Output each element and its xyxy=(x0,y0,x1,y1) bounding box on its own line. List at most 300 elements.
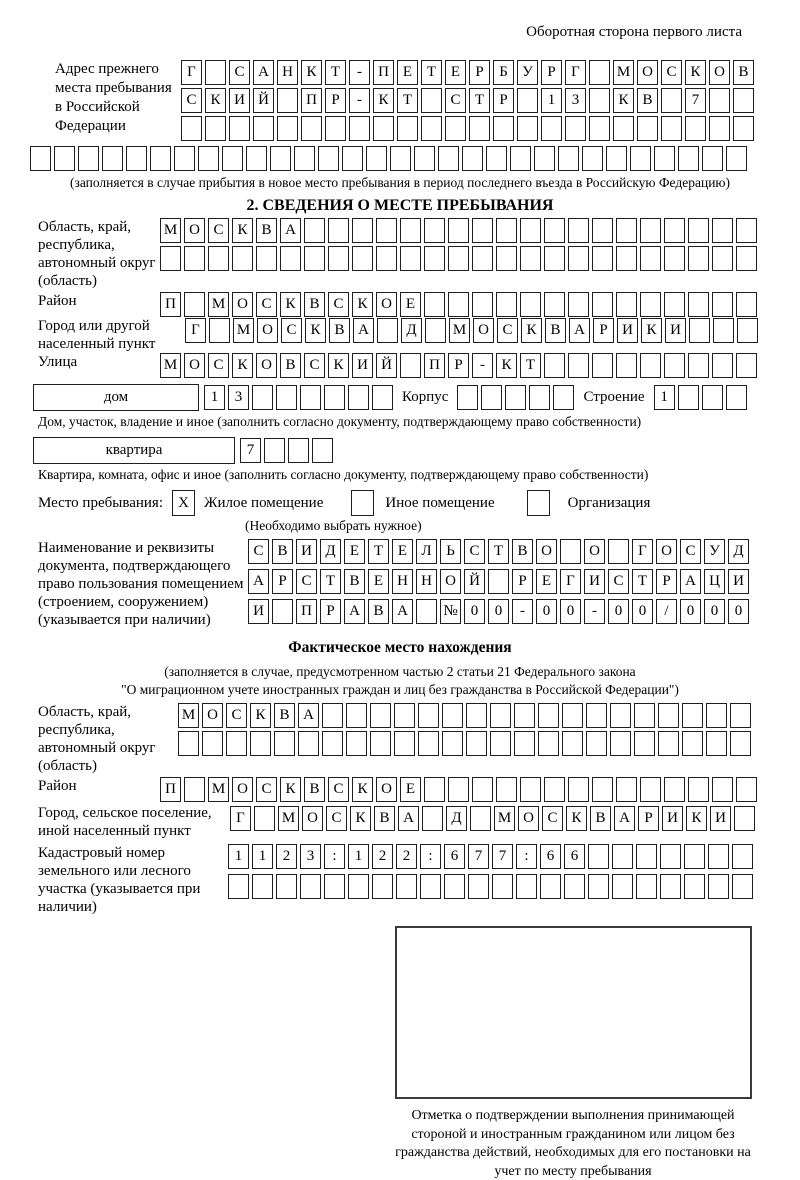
char-cell[interactable] xyxy=(490,703,511,728)
char-cell[interactable]: К xyxy=(686,806,707,831)
char-cell[interactable]: К xyxy=(350,806,371,831)
char-cell[interactable] xyxy=(516,874,537,899)
char-cell[interactable] xyxy=(328,246,349,271)
char-cell[interactable] xyxy=(481,385,502,410)
char-cell[interactable] xyxy=(541,116,562,141)
char-cell[interactable]: С xyxy=(608,569,629,594)
char-cell[interactable] xyxy=(565,116,586,141)
char-cell[interactable] xyxy=(568,777,589,802)
char-cell[interactable]: А xyxy=(398,806,419,831)
char-cell[interactable] xyxy=(252,385,273,410)
char-cell[interactable] xyxy=(78,146,99,171)
char-cell[interactable]: Т xyxy=(469,88,490,113)
char-cell[interactable] xyxy=(205,116,226,141)
char-cell[interactable] xyxy=(588,844,609,869)
char-cell[interactable] xyxy=(608,539,629,564)
char-cell[interactable] xyxy=(712,353,733,378)
char-cell[interactable] xyxy=(288,438,309,463)
char-cell[interactable]: Г xyxy=(230,806,251,831)
char-cell[interactable]: Т xyxy=(368,539,389,564)
char-cell[interactable]: 2 xyxy=(372,844,393,869)
char-cell[interactable] xyxy=(209,318,230,343)
char-cell[interactable] xyxy=(730,703,751,728)
char-cell[interactable] xyxy=(280,246,301,271)
char-cell[interactable] xyxy=(737,318,758,343)
char-cell[interactable]: И xyxy=(662,806,683,831)
char-cell[interactable] xyxy=(616,218,637,243)
char-cell[interactable]: А xyxy=(353,318,374,343)
char-cell[interactable] xyxy=(376,246,397,271)
char-cell[interactable]: В xyxy=(329,318,350,343)
char-cell[interactable]: Й xyxy=(253,88,274,113)
char-cell[interactable]: К xyxy=(250,703,271,728)
char-cell[interactable] xyxy=(640,353,661,378)
char-cell[interactable] xyxy=(520,777,541,802)
char-cell[interactable] xyxy=(457,385,478,410)
char-cell[interactable] xyxy=(472,292,493,317)
char-cell[interactable]: М xyxy=(160,353,181,378)
char-cell[interactable] xyxy=(592,292,613,317)
char-cell[interactable] xyxy=(414,146,435,171)
char-cell[interactable] xyxy=(126,146,147,171)
char-cell[interactable]: А xyxy=(614,806,635,831)
char-cell[interactable]: А xyxy=(392,599,413,624)
char-cell[interactable] xyxy=(312,438,333,463)
char-cell[interactable] xyxy=(664,292,685,317)
char-cell[interactable] xyxy=(520,218,541,243)
char-cell[interactable]: - xyxy=(512,599,533,624)
char-cell[interactable]: 0 xyxy=(680,599,701,624)
char-cell[interactable]: С xyxy=(256,777,277,802)
char-cell[interactable]: И xyxy=(584,569,605,594)
char-cell[interactable] xyxy=(612,844,633,869)
char-cell[interactable]: Г xyxy=(632,539,653,564)
char-cell[interactable] xyxy=(684,844,705,869)
char-cell[interactable] xyxy=(684,874,705,899)
char-cell[interactable] xyxy=(736,218,757,243)
char-cell[interactable]: П xyxy=(424,353,445,378)
char-cell[interactable] xyxy=(418,703,439,728)
char-cell[interactable] xyxy=(208,246,229,271)
char-cell[interactable] xyxy=(252,874,273,899)
char-cell[interactable] xyxy=(736,353,757,378)
char-cell[interactable]: С xyxy=(208,353,229,378)
char-cell[interactable] xyxy=(469,116,490,141)
char-cell[interactable] xyxy=(534,146,555,171)
char-cell[interactable] xyxy=(304,218,325,243)
char-cell[interactable]: С xyxy=(661,60,682,85)
char-cell[interactable] xyxy=(470,806,491,831)
char-cell[interactable]: И xyxy=(296,539,317,564)
char-cell[interactable] xyxy=(688,292,709,317)
char-cell[interactable]: Е xyxy=(445,60,466,85)
char-cell[interactable] xyxy=(394,731,415,756)
char-cell[interactable] xyxy=(178,731,199,756)
char-cell[interactable] xyxy=(370,731,391,756)
char-cell[interactable] xyxy=(514,703,535,728)
char-cell[interactable] xyxy=(538,703,559,728)
char-cell[interactable]: Т xyxy=(488,539,509,564)
char-cell[interactable] xyxy=(462,146,483,171)
char-cell[interactable]: С xyxy=(328,777,349,802)
char-cell[interactable] xyxy=(732,844,753,869)
char-cell[interactable]: С xyxy=(226,703,247,728)
char-cell[interactable]: В xyxy=(374,806,395,831)
char-cell[interactable] xyxy=(688,353,709,378)
char-cell[interactable] xyxy=(586,703,607,728)
char-cell[interactable] xyxy=(517,116,538,141)
char-cell[interactable]: М xyxy=(233,318,254,343)
char-cell[interactable]: 0 xyxy=(704,599,725,624)
char-cell[interactable]: К xyxy=(328,353,349,378)
char-cell[interactable]: - xyxy=(349,60,370,85)
char-cell[interactable] xyxy=(318,146,339,171)
char-cell[interactable] xyxy=(568,218,589,243)
char-cell[interactable] xyxy=(324,385,345,410)
char-cell[interactable]: 3 xyxy=(300,844,321,869)
char-cell[interactable] xyxy=(640,246,661,271)
char-cell[interactable] xyxy=(688,777,709,802)
char-cell[interactable]: О xyxy=(709,60,730,85)
char-cell[interactable]: Е xyxy=(400,292,421,317)
char-cell[interactable]: Т xyxy=(632,569,653,594)
char-cell[interactable] xyxy=(660,844,681,869)
char-cell[interactable] xyxy=(472,777,493,802)
char-cell[interactable] xyxy=(706,731,727,756)
char-cell[interactable]: Т xyxy=(520,353,541,378)
char-cell[interactable] xyxy=(496,218,517,243)
char-cell[interactable]: М xyxy=(160,218,181,243)
char-cell[interactable]: В xyxy=(304,292,325,317)
char-cell[interactable]: 7 xyxy=(240,438,261,463)
char-cell[interactable]: В xyxy=(304,777,325,802)
char-cell[interactable]: М xyxy=(278,806,299,831)
char-cell[interactable] xyxy=(184,246,205,271)
char-cell[interactable]: Р xyxy=(320,599,341,624)
char-cell[interactable] xyxy=(654,146,675,171)
char-cell[interactable]: : xyxy=(324,844,345,869)
char-cell[interactable]: 0 xyxy=(536,599,557,624)
char-cell[interactable] xyxy=(568,292,589,317)
char-cell[interactable]: Д xyxy=(446,806,467,831)
char-cell[interactable] xyxy=(664,777,685,802)
char-cell[interactable] xyxy=(568,246,589,271)
char-cell[interactable] xyxy=(205,60,226,85)
char-cell[interactable]: С xyxy=(445,88,466,113)
char-cell[interactable] xyxy=(184,292,205,317)
char-cell[interactable]: М xyxy=(178,703,199,728)
char-cell[interactable]: И xyxy=(248,599,269,624)
char-cell[interactable] xyxy=(181,116,202,141)
char-cell[interactable] xyxy=(706,703,727,728)
char-cell[interactable] xyxy=(229,116,250,141)
char-cell[interactable]: К xyxy=(566,806,587,831)
char-cell[interactable] xyxy=(424,218,445,243)
char-cell[interactable]: А xyxy=(280,218,301,243)
char-cell[interactable]: - xyxy=(584,599,605,624)
char-cell[interactable]: О xyxy=(637,60,658,85)
char-cell[interactable]: П xyxy=(160,292,181,317)
char-cell[interactable]: Б xyxy=(493,60,514,85)
char-cell[interactable] xyxy=(661,88,682,113)
char-cell[interactable] xyxy=(448,246,469,271)
char-cell[interactable] xyxy=(250,731,271,756)
char-cell[interactable] xyxy=(685,116,706,141)
char-cell[interactable]: Л xyxy=(416,539,437,564)
char-cell[interactable]: У xyxy=(704,539,725,564)
char-cell[interactable] xyxy=(520,246,541,271)
char-cell[interactable]: О xyxy=(518,806,539,831)
char-cell[interactable]: К xyxy=(352,777,373,802)
char-cell[interactable] xyxy=(712,246,733,271)
char-cell[interactable]: 3 xyxy=(228,385,249,410)
char-cell[interactable] xyxy=(734,806,755,831)
char-cell[interactable] xyxy=(322,731,343,756)
char-cell[interactable]: М xyxy=(494,806,515,831)
char-cell[interactable] xyxy=(424,292,445,317)
char-cell[interactable] xyxy=(304,246,325,271)
char-cell[interactable] xyxy=(468,874,489,899)
char-cell[interactable] xyxy=(270,146,291,171)
char-cell[interactable]: Т xyxy=(397,88,418,113)
char-cell[interactable] xyxy=(174,146,195,171)
char-cell[interactable] xyxy=(616,246,637,271)
char-cell[interactable] xyxy=(373,116,394,141)
char-cell[interactable] xyxy=(562,731,583,756)
char-cell[interactable]: С xyxy=(229,60,250,85)
char-cell[interactable] xyxy=(636,844,657,869)
char-cell[interactable] xyxy=(730,731,751,756)
char-cell[interactable] xyxy=(736,777,757,802)
char-cell[interactable] xyxy=(664,218,685,243)
char-cell[interactable] xyxy=(702,146,723,171)
char-cell[interactable] xyxy=(202,731,223,756)
char-cell[interactable] xyxy=(544,353,565,378)
char-cell[interactable] xyxy=(640,218,661,243)
char-cell[interactable] xyxy=(606,146,627,171)
char-cell[interactable] xyxy=(586,731,607,756)
char-cell[interactable] xyxy=(421,88,442,113)
char-cell[interactable] xyxy=(466,703,487,728)
char-cell[interactable] xyxy=(496,292,517,317)
char-cell[interactable] xyxy=(160,246,181,271)
char-cell[interactable]: Г xyxy=(181,60,202,85)
char-cell[interactable] xyxy=(322,703,343,728)
char-cell[interactable]: А xyxy=(298,703,319,728)
char-cell[interactable] xyxy=(274,731,295,756)
char-cell[interactable]: Е xyxy=(392,539,413,564)
char-cell[interactable] xyxy=(529,385,550,410)
char-cell[interactable]: 2 xyxy=(396,844,417,869)
char-cell[interactable] xyxy=(246,146,267,171)
char-cell[interactable]: В xyxy=(368,599,389,624)
char-cell[interactable] xyxy=(376,218,397,243)
char-cell[interactable] xyxy=(253,116,274,141)
char-cell[interactable] xyxy=(544,246,565,271)
char-cell[interactable]: Т xyxy=(421,60,442,85)
char-cell[interactable]: - xyxy=(349,88,370,113)
char-cell[interactable] xyxy=(466,731,487,756)
char-cell[interactable] xyxy=(488,569,509,594)
char-cell[interactable]: О xyxy=(202,703,223,728)
char-cell[interactable] xyxy=(400,246,421,271)
char-cell[interactable] xyxy=(592,777,613,802)
char-cell[interactable]: О xyxy=(584,539,605,564)
char-cell[interactable] xyxy=(418,731,439,756)
char-cell[interactable]: О xyxy=(302,806,323,831)
char-cell[interactable] xyxy=(708,874,729,899)
char-cell[interactable]: Т xyxy=(320,569,341,594)
char-cell[interactable]: О xyxy=(536,539,557,564)
char-cell[interactable] xyxy=(444,874,465,899)
char-cell[interactable]: И xyxy=(728,569,749,594)
char-cell[interactable] xyxy=(424,246,445,271)
char-cell[interactable] xyxy=(616,353,637,378)
char-cell[interactable]: / xyxy=(656,599,677,624)
char-cell[interactable] xyxy=(510,146,531,171)
char-cell[interactable]: М xyxy=(208,292,229,317)
char-cell[interactable] xyxy=(264,438,285,463)
char-cell[interactable]: Т xyxy=(325,60,346,85)
char-cell[interactable]: М xyxy=(613,60,634,85)
char-cell[interactable] xyxy=(438,146,459,171)
char-cell[interactable]: А xyxy=(253,60,274,85)
char-cell[interactable] xyxy=(564,874,585,899)
char-cell[interactable] xyxy=(342,146,363,171)
char-cell[interactable] xyxy=(733,116,754,141)
char-cell[interactable] xyxy=(630,146,651,171)
char-cell[interactable]: С xyxy=(256,292,277,317)
char-cell[interactable]: И xyxy=(229,88,250,113)
char-cell[interactable]: К xyxy=(232,218,253,243)
char-cell[interactable] xyxy=(448,292,469,317)
char-cell[interactable]: Р xyxy=(656,569,677,594)
char-cell[interactable] xyxy=(712,292,733,317)
char-cell[interactable]: К xyxy=(496,353,517,378)
char-cell[interactable]: 1 xyxy=(541,88,562,113)
char-cell[interactable] xyxy=(30,146,51,171)
char-cell[interactable]: О xyxy=(473,318,494,343)
char-cell[interactable] xyxy=(276,874,297,899)
char-cell[interactable]: С xyxy=(304,353,325,378)
char-cell[interactable] xyxy=(709,88,730,113)
char-cell[interactable] xyxy=(420,874,441,899)
char-cell[interactable] xyxy=(520,292,541,317)
char-cell[interactable]: С xyxy=(326,806,347,831)
char-cell[interactable]: Г xyxy=(565,60,586,85)
char-cell[interactable] xyxy=(712,218,733,243)
char-cell[interactable]: О xyxy=(184,218,205,243)
char-cell[interactable]: П xyxy=(296,599,317,624)
char-cell[interactable] xyxy=(589,116,610,141)
stay-option-residential-checkbox[interactable]: X xyxy=(172,490,195,516)
char-cell[interactable]: 0 xyxy=(728,599,749,624)
char-cell[interactable]: О xyxy=(232,777,253,802)
char-cell[interactable] xyxy=(366,146,387,171)
char-cell[interactable]: Р xyxy=(325,88,346,113)
char-cell[interactable] xyxy=(634,703,655,728)
char-cell[interactable] xyxy=(562,703,583,728)
char-cell[interactable]: А xyxy=(248,569,269,594)
char-cell[interactable] xyxy=(493,116,514,141)
char-cell[interactable]: 0 xyxy=(488,599,509,624)
char-cell[interactable] xyxy=(54,146,75,171)
char-cell[interactable] xyxy=(678,385,699,410)
char-cell[interactable]: К xyxy=(352,292,373,317)
char-cell[interactable]: 1 xyxy=(348,844,369,869)
char-cell[interactable] xyxy=(736,292,757,317)
char-cell[interactable]: В xyxy=(590,806,611,831)
char-cell[interactable]: С xyxy=(181,88,202,113)
char-cell[interactable]: В xyxy=(512,539,533,564)
char-cell[interactable]: В xyxy=(344,569,365,594)
char-cell[interactable] xyxy=(664,246,685,271)
char-cell[interactable]: В xyxy=(545,318,566,343)
char-cell[interactable]: Й xyxy=(376,353,397,378)
char-cell[interactable]: К xyxy=(685,60,706,85)
char-cell[interactable] xyxy=(544,292,565,317)
char-cell[interactable] xyxy=(416,599,437,624)
char-cell[interactable] xyxy=(589,88,610,113)
char-cell[interactable]: О xyxy=(257,318,278,343)
char-cell[interactable]: К xyxy=(280,292,301,317)
char-cell[interactable]: Р xyxy=(593,318,614,343)
char-cell[interactable]: Г xyxy=(560,569,581,594)
char-cell[interactable]: С xyxy=(248,539,269,564)
char-cell[interactable]: Н xyxy=(277,60,298,85)
char-cell[interactable]: Р xyxy=(448,353,469,378)
char-cell[interactable]: № xyxy=(440,599,461,624)
char-cell[interactable] xyxy=(228,874,249,899)
char-cell[interactable] xyxy=(445,116,466,141)
char-cell[interactable]: 6 xyxy=(444,844,465,869)
char-cell[interactable]: Е xyxy=(400,777,421,802)
char-cell[interactable]: О xyxy=(656,539,677,564)
char-cell[interactable] xyxy=(232,246,253,271)
char-cell[interactable]: О xyxy=(256,353,277,378)
char-cell[interactable]: Р xyxy=(541,60,562,85)
char-cell[interactable]: П xyxy=(160,777,181,802)
char-cell[interactable]: О xyxy=(376,292,397,317)
char-cell[interactable] xyxy=(661,116,682,141)
char-cell[interactable] xyxy=(294,146,315,171)
char-cell[interactable] xyxy=(300,385,321,410)
char-cell[interactable] xyxy=(394,703,415,728)
char-cell[interactable] xyxy=(346,703,367,728)
char-cell[interactable]: 0 xyxy=(560,599,581,624)
char-cell[interactable] xyxy=(346,731,367,756)
char-cell[interactable]: В xyxy=(733,60,754,85)
char-cell[interactable] xyxy=(682,703,703,728)
char-cell[interactable]: Р xyxy=(493,88,514,113)
char-cell[interactable] xyxy=(689,318,710,343)
char-cell[interactable] xyxy=(688,246,709,271)
char-cell[interactable] xyxy=(348,874,369,899)
char-cell[interactable] xyxy=(610,703,631,728)
char-cell[interactable] xyxy=(592,353,613,378)
char-cell[interactable] xyxy=(390,146,411,171)
char-cell[interactable] xyxy=(732,874,753,899)
char-cell[interactable] xyxy=(712,777,733,802)
char-cell[interactable] xyxy=(372,874,393,899)
char-cell[interactable] xyxy=(682,731,703,756)
char-cell[interactable]: Е xyxy=(368,569,389,594)
char-cell[interactable] xyxy=(613,116,634,141)
char-cell[interactable] xyxy=(658,703,679,728)
char-cell[interactable]: Р xyxy=(638,806,659,831)
char-cell[interactable]: С xyxy=(208,218,229,243)
char-cell[interactable] xyxy=(400,353,421,378)
